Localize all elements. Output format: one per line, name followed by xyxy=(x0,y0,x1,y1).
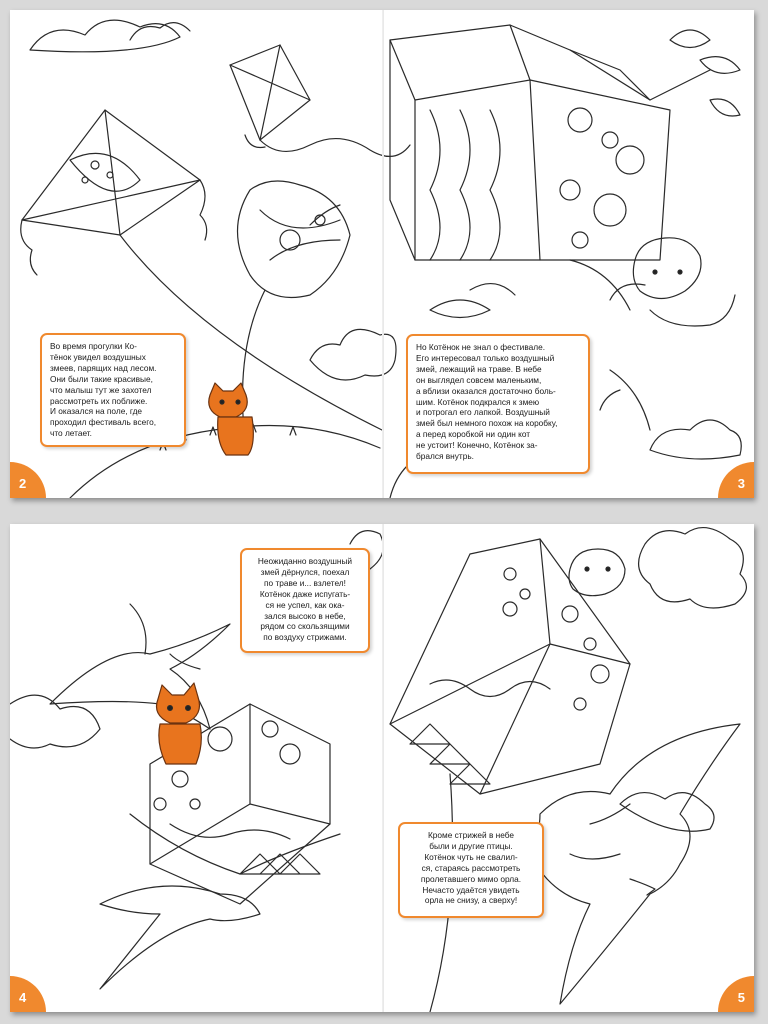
page-number-badge: 5 xyxy=(718,976,754,1012)
story-text-box: Неожиданно воздушный змей дёрнулся, поехал по траве и... взлетел! Котёнок даже испугать- ся не успел, как ока- зался высоко в небе, рядом со скользящими по воздуху стрижами. xyxy=(240,548,370,653)
swift-bird-drawing xyxy=(50,604,230,729)
page-number-badge: 4 xyxy=(10,976,46,1012)
kitten-drawing xyxy=(157,683,202,764)
cloud-drawing xyxy=(639,528,747,608)
story-text-box: Во время прогулки Ко- тёнок увидел воздушных змеев, парящих над лесом. Они были такие красивые, что малыш тут же захотел рассмотреть их поближе. И оказался на поле, где проходил фестиваль всего, что летает. xyxy=(40,333,186,447)
kitten-drawing xyxy=(209,383,254,455)
kitten-drawing xyxy=(569,549,625,596)
box-kite-drawing xyxy=(390,539,630,1012)
cloud-drawing xyxy=(30,20,190,52)
box-kite-tent-drawing xyxy=(390,25,710,260)
cloud-drawing xyxy=(620,793,714,832)
spread-pages-2-3 xyxy=(10,10,754,498)
page-gutter xyxy=(382,10,384,498)
story-text-box: Но Котёнок не знал о фестивале. Его интересовал только воздушный змей, лежащий на траве. В небе он выглядел совсем маленьким, а вблизи оказался достаточно боль- шим. Котёнок подкрался к змею и потрогал его лапкой. Воздушный змей был немного похож на коробку, а перед коробкой ни один кот не устоит! Конечно, Котёнок за- брался внутрь. xyxy=(406,334,590,474)
cloud-drawing xyxy=(10,695,100,748)
eagle-bird-drawing xyxy=(530,724,740,1004)
page-gutter xyxy=(382,524,384,1012)
fish-kite-drawing xyxy=(21,110,207,275)
page-number-badge: 3 xyxy=(718,462,754,498)
spread-pages-4-5 xyxy=(10,524,754,1012)
swift-bird-drawing xyxy=(100,886,260,989)
page-number-badge: 2 xyxy=(10,462,46,498)
story-text-box: Кроме стрижей в небе были и другие птицы. Котёнок чуть не свалил- ся, стараясь рассмотреть пролетавшего мимо орла. Нечасто удаётся увидеть орла не снизу, а сверху! xyxy=(398,822,544,918)
cloud-drawing xyxy=(650,420,741,459)
kitten-drawing xyxy=(633,238,735,326)
butterfly-kite-drawing xyxy=(238,181,351,440)
